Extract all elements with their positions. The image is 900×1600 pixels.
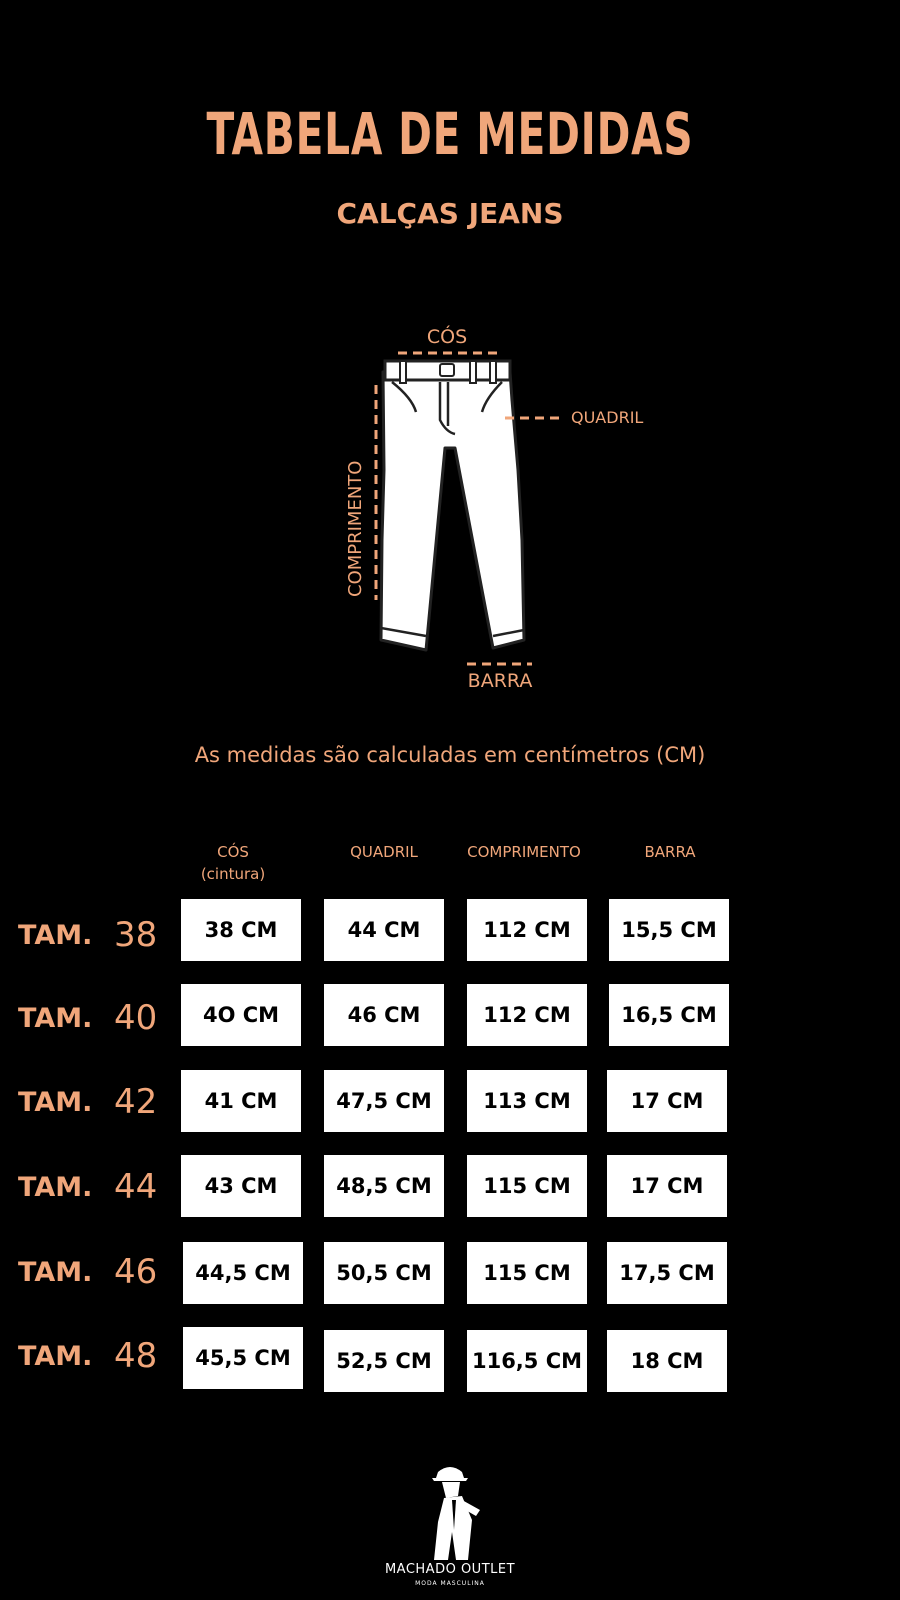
size-number: 40 (114, 998, 158, 1038)
page-title: TABELA DE MEDIDAS (206, 100, 694, 168)
row-label-48 (18, 1325, 163, 1387)
column-header-cos (153, 841, 313, 885)
size-prefix: TAM. (18, 919, 93, 951)
cell-comprimento-40: 112 CM (467, 984, 587, 1046)
cell-quadril-44: 48,5 CM (324, 1155, 444, 1217)
cell-cos-48: 45,5 CM (183, 1327, 303, 1389)
cell-comprimento-46: 115 CM (467, 1242, 587, 1304)
jeans-illustration (381, 361, 524, 650)
cell-quadril-42: 47,5 CM (324, 1070, 444, 1132)
size-prefix: TAM. (18, 1171, 93, 1203)
cell-cos-40: 4O CM (181, 984, 301, 1046)
brand-name: MACHADO OUTLET (384, 1562, 516, 1577)
cell-quadril-46: 50,5 CM (324, 1242, 444, 1304)
column-header-label: QUADRIL (350, 843, 418, 861)
row-label-46 (18, 1241, 163, 1303)
row-label-42 (18, 1071, 163, 1133)
label-cos: CÓS (426, 326, 468, 348)
row-label-40 (18, 987, 163, 1049)
column-header-label: CÓS (217, 843, 249, 861)
cell-barra-48: 18 CM (607, 1330, 727, 1392)
page-subtitle: CALÇAS JEANS (336, 197, 564, 230)
size-number: 38 (114, 915, 158, 955)
cell-cos-42: 41 CM (181, 1070, 301, 1132)
cell-quadril-48: 52,5 CM (324, 1330, 444, 1392)
brand-tagline: MODA MASCULINA (415, 1580, 485, 1587)
cell-quadril-38: 44 CM (324, 899, 444, 961)
size-number: 42 (114, 1082, 158, 1122)
size-number: 48 (114, 1336, 158, 1376)
column-header-label: COMPRIMENTO (467, 843, 581, 861)
row-label-44 (18, 1156, 163, 1218)
cell-cos-44: 43 CM (181, 1155, 301, 1217)
cell-cos-46: 44,5 CM (183, 1242, 303, 1304)
column-header-sublabel: (cintura) (200, 865, 266, 883)
cell-barra-40: 16,5 CM (609, 984, 729, 1046)
size-prefix: TAM. (18, 1256, 93, 1288)
cell-comprimento-42: 113 CM (467, 1070, 587, 1132)
jeans-diagram (320, 310, 660, 700)
label-comprimento: COMPRIMENTO (345, 460, 366, 597)
column-header-comprimento (444, 841, 604, 863)
size-prefix: TAM. (18, 1086, 93, 1118)
cell-comprimento-38: 112 CM (467, 899, 587, 961)
row-label-38 (18, 904, 163, 966)
size-number: 44 (114, 1167, 158, 1207)
column-header-quadril (304, 841, 464, 863)
cell-quadril-40: 46 CM (324, 984, 444, 1046)
cell-barra-44: 17 CM (607, 1155, 727, 1217)
cell-barra-38: 15,5 CM (609, 899, 729, 961)
cell-barra-46: 17,5 CM (607, 1242, 727, 1304)
size-prefix: TAM. (18, 1340, 93, 1372)
column-header-label: BARRA (644, 843, 696, 861)
cell-comprimento-44: 115 CM (467, 1155, 587, 1217)
measurement-note: As medidas são calculadas em centímetros (CM) (194, 743, 706, 767)
cell-comprimento-48: 116,5 CM (467, 1330, 587, 1392)
label-barra: BARRA (467, 670, 533, 692)
cell-cos-38: 38 CM (181, 899, 301, 961)
size-number: 46 (114, 1252, 158, 1292)
size-prefix: TAM. (18, 1002, 93, 1034)
column-header-barra (590, 841, 750, 863)
cell-barra-42: 17 CM (607, 1070, 727, 1132)
label-quadril: QUADRIL (571, 408, 644, 427)
